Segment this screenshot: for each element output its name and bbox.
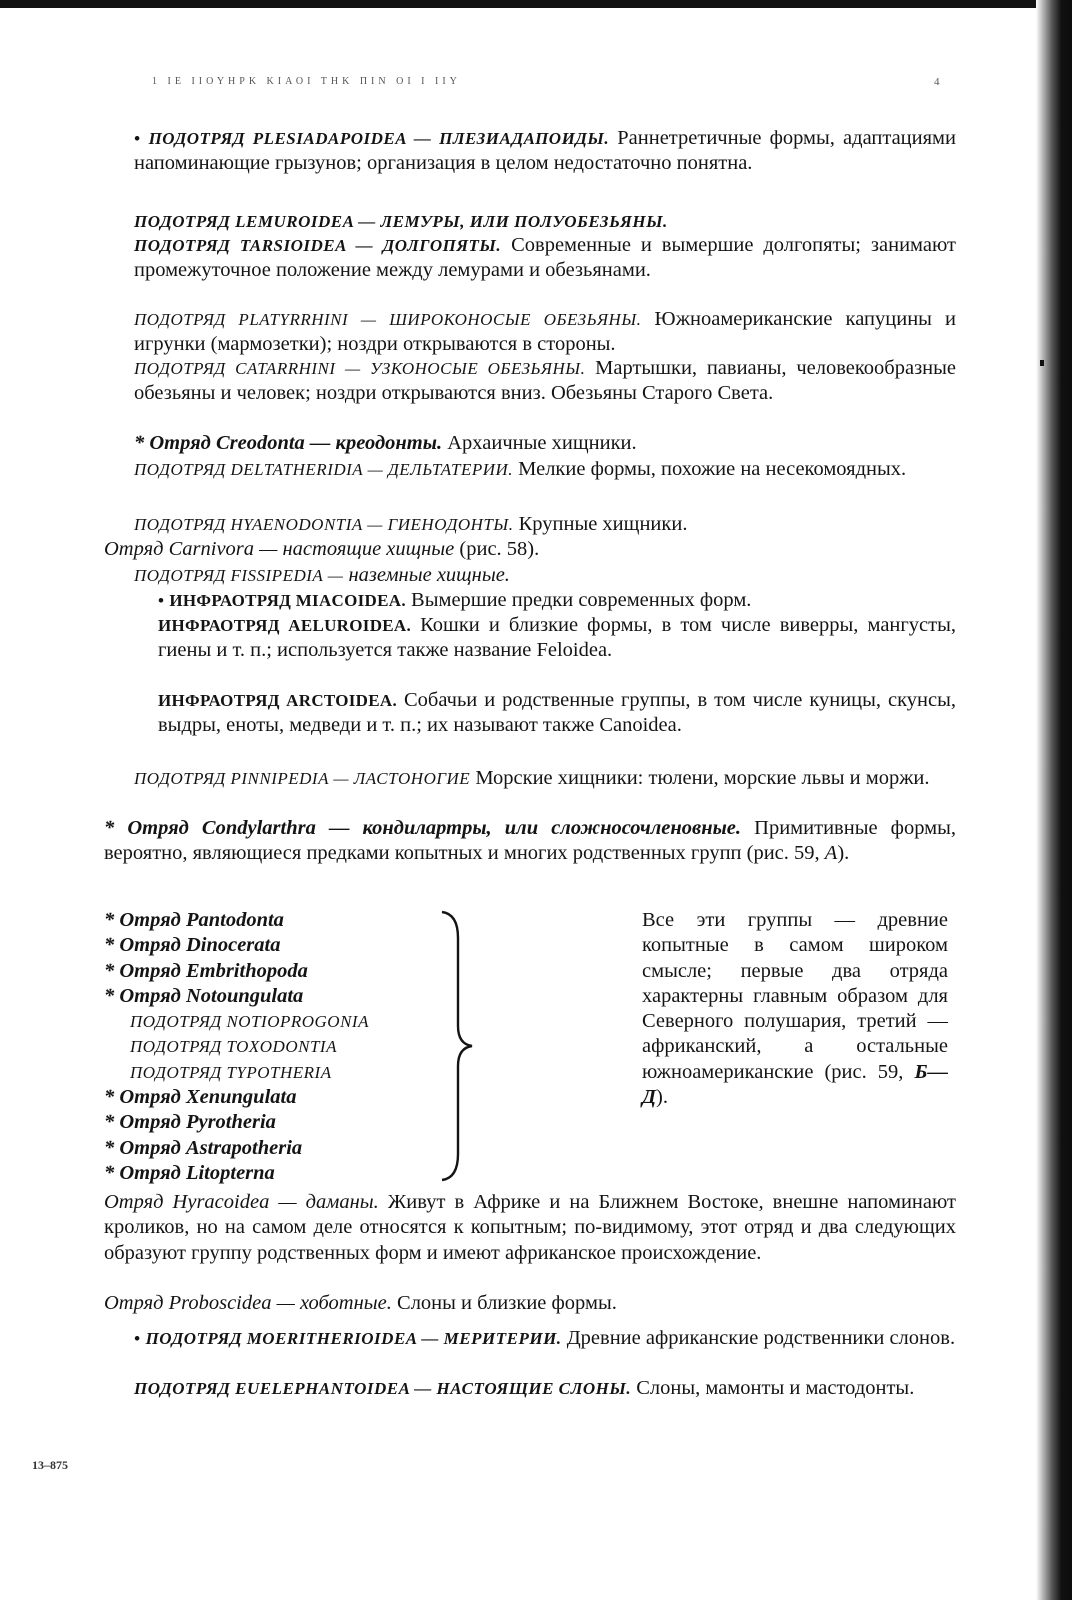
taxon-desc: Живут в Африке и на Ближнем Востоке, внешне напоминают кроликов, но на самом деле относятся к копытным; по-видимому, этот отряд и два следующих образуют группу родственных форм и имеют африканское происхождение. [104,1191,956,1264]
taxon-desc: Слоны, мамонты и мастодонты. [636,1377,915,1399]
list-item: * Отряд Xenungulata [104,1086,297,1109]
entry-deltatheridia [134,457,956,482]
group-note-text: Все эти группы — древние копытные в самом широком смысле; первые два отряда характерны главным образом для Северного полушария, третий — африканский, а остальные южноамериканские (рис. 59, [642,909,948,1083]
list-item: * Отряд Notoungulata [104,984,304,1007]
taxon-name: ПОДОТРЯД EUELEPHANTOIDEA — НАСТОЯЩИЕ СЛОНЫ. [134,1379,632,1398]
curly-brace-icon [440,908,476,1184]
entry-proboscidea [104,1291,956,1316]
entry-lemuroidea [134,209,956,234]
list-item: ПОДОТРЯД TOXODONTIA [130,1037,337,1057]
list-item: ПОДОТРЯД TYPOTHERIA [130,1062,332,1082]
entry-tarsioidea [134,233,956,284]
taxon-name: ПОДОТРЯД MOERITHERIOIDEA — МЕРИТЕРИИ. [145,1329,562,1348]
entry-condylarthra: * Отряд Condylarthra — кондилартры, или сложносочленовные. Примитивные формы, вероятно, являющиеся предками копытных и многих родственных групп (рис. 59, А). [104,817,957,865]
figure-ref: Б—Д [642,1060,948,1109]
entry-pinnipedia [134,766,956,791]
taxon-desc: Раннетретичные формы, адаптациями напоминающие грызунов; организация в целом недостаточно понятна. [134,127,956,175]
taxon-desc: (рис. 58). [459,538,540,560]
taxon-name: Отряд Carnivora — настоящие хищные [104,538,455,560]
taxon-desc: Кошки и близкие формы, в том числе виверры, мангусты, гиены и т. п.; используется также название Feloidea. [158,614,956,662]
taxon-name: ПОДОТРЯД DELTATHERIDIA — ДЕЛЬТАТЕРИИ. [134,460,514,479]
taxon-name: ИНФРАОТРЯД MIACOIDEA. [169,591,406,610]
taxon-desc: Крупные хищники. [518,513,688,535]
taxon-name: ПОДОТРЯД PLESIADAPOIDEA — ПЛЕЗИАДАПОИДЫ. [148,129,610,148]
entry-miacoidea: • ИНФРАОТРЯД MIACOIDEA. Вымершие предки современных форм. [158,589,752,611]
taxon-desc: Мартышки, павианы, человекообразные обезьяны и человек; ноздри открываются вниз. Обезьяны Старого Света. [134,357,957,405]
taxon-desc: Морские хищники: тюлени, морские львы и моржи. [475,767,930,789]
list-item: * Отряд Litopterna [104,1161,275,1184]
figure-ref: А [824,842,838,865]
list-item: * Отряд Dinocerata [104,934,281,957]
entry-moeritherioidea: • ПОДОТРЯД MOERITHERIOIDEA — МЕРИТЕРИИ. Древние африканские родственники слонов. [134,1327,956,1349]
taxon-name: ПОДОТРЯД FISSIPEDIA — [134,566,344,585]
entry-euelephantoidea [134,1376,956,1401]
list-item: * Отряд Astrapotheria [104,1136,303,1159]
taxon-desc: Южноамериканские капуцины и игрунки (мармозетки); ноздри открываются в стороны. [134,308,956,356]
taxon-desc: Собачьи и родственные группы, в том числе куницы, скунсы, выдры, еноты, медведи и т. п.; их называют также Canoidea. [158,689,957,737]
list-item: * Отряд Pyrotheria [104,1111,276,1134]
taxon-desc: Архаичные хищники. [447,432,637,454]
ungulate-group-list [104,908,444,1186]
entry-hyaenodontia [134,512,956,537]
taxon-name: * Отряд Creodonta — креодонты. [134,432,443,454]
taxon-name: ИНФРАОТРЯД ARCTOIDEA. [158,691,398,710]
taxon-name: Отряд Hyracoidea — даманы. [104,1191,379,1213]
scan-top-edge [0,0,1072,8]
list-item: * Отряд Pantodonta [104,909,284,931]
taxon-name: ПОДОТРЯД TARSIOIDEA — ДОЛГОПЯТЫ. [134,236,502,255]
scan-speck [1040,360,1044,366]
scan-binding-shadow [1036,0,1072,1600]
taxon-name: Отряд Proboscidea — хоботные. [104,1292,392,1314]
entry-fissipedia [134,563,956,588]
taxon-name: * Отряд Condylarthra — кондилартры, или сложносочленовные. [104,817,742,839]
taxon-name: ИНФРАОТРЯД AELUROIDEA. [158,616,412,635]
list-item: * Отряд Embrithopoda [104,959,308,982]
taxon-desc: Мелкие формы, похожие на несекомоядных. [518,458,907,480]
taxon-name-vernacular: наземные хищные. [348,564,510,586]
running-head: 1 ΙΕ ΙΙΟΥΗΡΚ ΚΙΑΟΙ ΤΗΚ ΠΙΝ ΟΙ Ι ΙΙΥ [152,76,461,87]
taxon-desc: Вымершие предки современных форм. [411,589,752,611]
taxon-name: ПОДОТРЯД CATARRHINI — УЗКОНОСЫЕ ОБЕЗЬЯНЫ. [134,359,586,378]
entry-aeluroidea [158,613,956,664]
entry-carnivora [104,537,956,562]
entry-catarrhini [134,356,956,407]
taxon-desc: Древние африканские родственники слонов. [566,1327,956,1349]
taxon-desc: Современные и вымершие долгопяты; занимают промежуточное положение между лемурами и обезьянами. [134,234,956,282]
taxon-desc: Примитивные формы, вероятно, являющиеся предками копытных и многих родственных групп (рис. 59, [104,817,957,865]
entry-platyrrhini [134,307,956,358]
entry-creodonta [134,431,956,456]
taxon-desc: Слоны и близкие формы. [397,1292,617,1314]
list-item: ПОДОТРЯД NOTIOPROGONIA [130,1012,369,1032]
page-mark: 4 [934,76,940,88]
taxon-name: ПОДОТРЯД LEMUROIDEA — ЛЕМУРЫ, ИЛИ ПОЛУОБЕЗЬЯНЫ. [134,212,668,231]
printer-signature: 13–875 [32,1458,68,1472]
taxon-name: ПОДОТРЯД PLATYRRHINI — ШИРОКОНОСЫЕ ОБЕЗЬЯНЫ. [134,310,642,329]
taxon-name: ПОДОТРЯД PINNIPEDIA — ЛАСТОНОГИЕ [134,769,471,788]
entry-hyracoidea [104,1190,956,1266]
entry-plesiadapoidea: • ПОДОТРЯД PLESIADAPOIDEA — ПЛЕЗИАДАПОИДЫ. Раннетретичные формы, адаптациями напоминающие грызунов; организация в целом недостаточно понятна. [134,127,956,175]
group-note: Все эти группы — древние копытные в самом широком смысле; первые два отряда характерны главным образом для Северного полушария, третий — африканский, а остальные южноамериканские (рис. 59, Б—Д). [642,909,948,1109]
entry-arctoidea [158,688,956,739]
taxon-name: ПОДОТРЯД HYAENODONTIA — ГИЕНОДОНТЫ. [134,515,514,534]
